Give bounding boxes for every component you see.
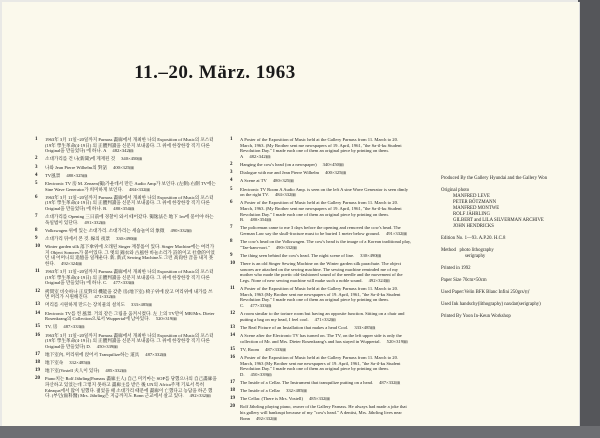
- paper-size: Paper Size 70cm×50cm: [441, 278, 487, 283]
- caption-number: 4: [35, 172, 38, 178]
- caption-size: 491×332㎜: [385, 230, 407, 236]
- photographer: MANFRED LEVE: [453, 194, 490, 199]
- caption-item: [230, 178, 412, 184]
- caption-number: 3: [35, 164, 38, 170]
- caption-size: 400×325㎜: [325, 170, 347, 176]
- caption-text: A Scene after the Electronic TV has turned on. The TV, on the left upper side is only the collection of Mr. and Mrs. Dieter Rosenkrang's and has stayed in Wuppertal. 520×319㎜: [240, 332, 408, 344]
- caption-number: 10: [35, 244, 40, 250]
- caption-text: 1963年 3月 11일~20일까지 Parnass 畵廊에서 개최한 나의 Exposition of Music의 포스터 (19年 學生革命(4·19日) 의 正體判讀을 신문지 보내줌다. 그 위에 한장한장 직기 다른 Original을 만들었다) 에 하나. A 482×342㎜: [45, 137, 214, 154]
- credits: [441, 176, 581, 326]
- caption-item: [230, 286, 412, 308]
- caption-text: 1963年 3月 11일~20일까지 Parnass 畵廊에서 개최한 나의 Exposition of Music의 포스터 (19年 學生革命(4·19日) 의 正體判讀을 신문지 보내줌다. 그 위에 한장한장 직기 다른 Original을 만들었다) D. 450×339㎜: [45, 332, 214, 349]
- caption-size: 485×332㎜: [308, 396, 330, 402]
- caption-size: 480×325㎜: [66, 172, 88, 178]
- caption-number: 16: [35, 332, 40, 338]
- caption-size: 492×332㎜: [189, 393, 211, 399]
- caption-text: 拷問室 비슷하나 正反對의 機能을 갖춘 房(地下室) 椅子위에 앉고 머리위에 내가를 쓰면 머리가 시원해진다. 471×332㎜: [45, 288, 213, 300]
- used-ink: Used Ink handschy(lithography) naxdar(serigraphy): [441, 302, 541, 307]
- caption-item: [230, 325, 412, 331]
- caption-number: 14: [35, 310, 40, 316]
- photographer: MANFRED MONTWE: [453, 206, 500, 211]
- caption-text: 머리를 시원하게 만드는 장치물의 설치도 333×485㎜: [45, 302, 153, 308]
- photographer-list: [441, 194, 581, 230]
- caption-size: 492×324㎜: [61, 261, 82, 267]
- caption-size: 332×485㎜: [69, 360, 91, 366]
- caption-number: 16: [230, 354, 235, 360]
- caption-text: The thing seen behind the cow's head. The night scene of line. 330×490㎜: [240, 252, 382, 258]
- caption-text: Hanging the cow's head (on a newspaper) 340×450㎜: [240, 161, 344, 167]
- caption-text: There is an old Singer Sewing Machine on the Winter garden silk parachute. The object sonores are attached on the sewing machine. The sewing machine reminded me of my mother who made the poetic old-fashioned sound of the needle and the movement of the Legs. None of new sewing machine will make such a noble sound. 492×324㎜: [240, 261, 403, 283]
- caption-size: 330×490㎜: [360, 252, 382, 258]
- caption-item: [35, 156, 217, 162]
- caption-number: 17: [35, 351, 40, 357]
- caption-item: [35, 181, 217, 192]
- caption-number: 6: [35, 194, 38, 200]
- caption-text: The Cellar. (There is Mrs. Vostell) 485×332㎜: [240, 396, 330, 402]
- caption-size: 490×332㎜: [275, 244, 297, 250]
- caption-item: [35, 311, 217, 322]
- caption-item: [35, 289, 217, 300]
- caption-item: [230, 239, 412, 250]
- caption-item: [230, 200, 412, 222]
- caption-size: 333×485㎜: [354, 324, 376, 330]
- caption-number: 7: [35, 214, 38, 220]
- caption-text: The cow's head on the Volkswagen. The cow's head is the image of a Korean traditional play, "Tae-kam-nori." 490×332㎜: [240, 239, 412, 250]
- caption-text: The policeman came to me 3 days before the opening and removed the cow's head. The German Law say the skull-fracture must to be buried 1 meter below ground. 491×332㎜: [240, 225, 407, 236]
- caption-size: 333×485㎜: [131, 302, 153, 308]
- caption-number: 14: [230, 332, 235, 338]
- caption-number: 3: [230, 170, 233, 176]
- caption-size: 492×324㎜: [368, 277, 390, 283]
- caption-number: 8: [35, 227, 38, 233]
- caption-number: 20: [230, 404, 235, 410]
- caption-number: 1: [230, 137, 233, 142]
- caption-item: [35, 214, 217, 225]
- caption-size: 484×332㎜: [274, 192, 296, 198]
- background-bottom: [0, 426, 600, 438]
- caption-text: Dialogue with me and Jean Pierre Wilhelm 400×325㎜: [240, 170, 347, 176]
- caption-text: Rolf Jährling playing piano, owner of the Gallery Parnass. He always had made a joke that his gallery will bankrupt because of my "cow's head." A dentist, Mrs. Jährling lives near Bonn 492×332㎜: [240, 404, 407, 421]
- caption-item: [230, 187, 412, 198]
- caption-number: 12: [230, 310, 235, 316]
- caption-number: 5: [35, 180, 38, 186]
- caption-item: [230, 311, 412, 322]
- caption-size: 340×450㎜: [322, 161, 344, 167]
- caption-number: 9: [35, 236, 38, 242]
- caption-item: [35, 368, 217, 374]
- caption-item: [35, 137, 217, 154]
- caption-number: 13: [230, 324, 235, 330]
- background-shadow: [578, 0, 600, 438]
- caption-number: 13: [35, 302, 40, 308]
- caption-text: A Poster of the Exposition of Music held at the Gallery Parnass from 11. March to 20. March, 1963. (My Brother sent me newspapers of 19. April, 1961, "the Sa-il-ku Student Revolution Day." I made each one of them an original piece by printing on them. B. 480×354㎜: [240, 200, 402, 223]
- caption-item: [230, 162, 412, 168]
- caption-size: 492×332㎜: [255, 415, 277, 421]
- caption-number: 7: [230, 225, 233, 231]
- caption-item: [35, 244, 217, 266]
- caption-number: 15: [230, 346, 235, 352]
- caption-text: A Poster of the Exposition of Music held at the Gallery Parnass from 11. March to 20. March, 1963 (My Brother sent me newspapers of 19. April, 1961, "the Sa-il-ku Student Revolution Day." I made each one of them an original piece by printing on them. C. 477×333㎜: [240, 286, 401, 308]
- caption-text: 소대가리 뒤에서 본 것. 線의 夜景 330×490㎜: [45, 236, 138, 242]
- produced-by: Produced By the Gallery Hyundai and the Gallery Won: [441, 176, 548, 181]
- caption-text: A Scene at TV 480×325㎜: [240, 178, 294, 184]
- caption-item: [230, 355, 412, 377]
- caption-text: TV, 房 487×333㎜: [45, 324, 85, 330]
- caption-number: 2: [230, 161, 233, 167]
- caption-size: 520×319㎜: [155, 316, 177, 322]
- page-title: 11.–20. März. 1963: [134, 62, 296, 83]
- photographer: PETER BÖTZMANN: [453, 200, 497, 205]
- caption-text: 1963年 3月 11일~20일까지 Parnass 畵廊에서 개최한 나의 Exposition of Music의 포스터 (19年 學生革命(4·19日) 의 正體判讀을 신문지 보내줌다. 그 위에 한장한장 직기 다른 Original을 만들었다) 에 하나. B. 480×354㎜: [45, 194, 214, 211]
- caption-number: 11: [230, 286, 235, 291]
- caption-number: 9: [230, 252, 233, 258]
- caption-size: 400×325㎜: [113, 164, 135, 170]
- caption-item: [230, 404, 412, 421]
- caption-text: TV風景 480×325㎜: [45, 172, 88, 178]
- caption-size: 487×333㎜: [265, 346, 287, 352]
- caption-number: 18: [35, 360, 40, 366]
- caption-number: 1: [35, 137, 38, 142]
- caption-text: The Inside of a Cellar. The Instrument that tranquilize putting on a head. 487×332㎜: [240, 379, 401, 385]
- caption-size: 332×485㎜: [286, 388, 308, 394]
- caption-text: 地下室(Vostell 夫人이 있다) 485×332㎜: [45, 368, 127, 374]
- caption-number: 15: [35, 324, 40, 330]
- photographer: ROLF JÄHRLING: [453, 212, 490, 217]
- caption-text: 地下室속 332×485㎜: [45, 360, 91, 366]
- caption-text: Electronic TV Room A Audio Amp. is seen on the left A sine Wave Generator is seen dimly on the right TV. 484×332㎜: [240, 186, 409, 198]
- caption-size: 471×332㎜: [314, 316, 336, 322]
- caption-text: The Real Picture of an Installation that makes a head Cool. 333×485㎜: [240, 324, 376, 330]
- caption-text: 나와 Jean Pierre Wilhelm의 對話 400×325㎜: [45, 164, 135, 170]
- caption-size: 450×339㎜: [96, 343, 118, 349]
- caption-text: TV, Room 487×333㎜: [240, 346, 287, 352]
- caption-size: 491×332㎜: [84, 219, 106, 225]
- caption-text: 소대가리를 건 나(新聞)에 게재된 것 340×450㎜: [45, 156, 143, 162]
- caption-size: 480×354㎜: [250, 217, 272, 223]
- caption-item: [35, 228, 217, 234]
- caption-size: 330×490㎜: [116, 236, 138, 242]
- caption-size: 487×332㎜: [379, 379, 401, 385]
- caption-size: 477×333㎜: [113, 280, 135, 286]
- caption-text: Piano치는 Rolf Jährling(Parnass 畵廊主人) 自己 미키마는 SOP를 당했으나의 自己畵廊을 파산하고 있었는데 그렇지 못하고 畵廊主를 받은 後 UN의 Africa주재 기로서 특히 Edeaqus에서 많이 일했다. 젊었을 때 소대가리 때문에 畵廊이 亡했다고 농담을 하곤 했다. (부인(齒科醫) Mrs. Jährling은 지금까지도 Bonn 근교에서 살고 있다. 492×332㎜: [45, 376, 217, 399]
- caption-item: [230, 333, 412, 344]
- caption-size: 485×332㎜: [105, 368, 127, 374]
- caption-item: [35, 236, 217, 242]
- caption-size: 490×332㎜: [170, 227, 192, 233]
- caption-number: 19: [230, 396, 235, 402]
- caption-number: 11: [35, 269, 40, 275]
- caption-item: [230, 261, 412, 283]
- caption-text: A room similar to the torture room but having an opposite function. Sitting on a chair and putting a bag on my head, I feel cool. 471×332㎜: [240, 310, 405, 322]
- caption-number: 12: [35, 288, 40, 294]
- caption-text: 1963年 3月 11일~20일까지 Parnass 畵廊에서 개최한 나의 Exposition of Music의 포스터 (19年 學生革命(4·19日) 의 正體判讀을 신문지 보내줌다. 그 위에 한장한장 직기 다른 Original을 만들었다) 에 하나. C. 477×333㎜: [45, 269, 214, 286]
- caption-text: Electronic TV 房 M. Zenzen(獨)가운데서 만든 Audio Amp가 보인다. (左側) 右側 TV에는 Sine Wave Generator가 희미하게 보인다. 484×332㎜: [45, 180, 216, 192]
- caption-size: 340×450㎜: [121, 156, 143, 162]
- caption-number: 8: [230, 239, 233, 245]
- caption-item: [230, 225, 412, 236]
- caption-size: 520×319㎜: [386, 338, 408, 344]
- photo-label: Original photo: [441, 188, 470, 193]
- photographer: JOHN HENDRICKS: [453, 224, 494, 229]
- caption-size: 487×333㎜: [63, 324, 85, 330]
- korean-captions: [35, 137, 217, 401]
- caption-item: [35, 360, 217, 366]
- caption-item: [35, 173, 217, 179]
- caption-item: [230, 137, 412, 159]
- caption-item: [35, 302, 217, 308]
- caption-item: [230, 170, 412, 176]
- english-captions: [230, 137, 412, 424]
- used-paper: Used Paper:Velin BFK Blanc Infini 250grs/㎡: [441, 290, 530, 295]
- caption-text: A Poster of the Exposition of Music held at the Gallery Parnass from 11. March to 20. March, 1963 (My Brother sent me newspapers of 19. April, 1961, "the Sa-il-ku Student Revolution Day." I made each one of them an original piece by printing on them. D. 450×339㎜: [240, 354, 401, 377]
- caption-item: [35, 333, 217, 350]
- caption-size: 487×332㎜: [145, 351, 167, 357]
- caption-item: [230, 253, 412, 259]
- caption-number: 5: [230, 186, 233, 192]
- caption-size: 480×325㎜: [272, 178, 294, 184]
- printed-by: Printed By Yoon In-Keun Workshop: [441, 314, 511, 319]
- caption-number: 2: [35, 156, 38, 162]
- caption-item: [35, 165, 217, 171]
- caption-size: 484×332㎜: [129, 186, 151, 192]
- caption-item: [35, 324, 217, 330]
- caption-text: Electronic TV를 켠 風景. 거의 같은 그림을 움켜시켰다. 左 上의 TV만이 MR/Mrs. Dieter Rosenkrang의 Collection으로서 Wuppertal에 남아있다. 520×319㎜: [45, 310, 215, 322]
- caption-size: 480×354㎜: [113, 205, 135, 211]
- caption-item: [230, 380, 412, 386]
- caption-size: 471×332㎜: [94, 294, 116, 300]
- caption-size: 477×333㎜: [250, 302, 272, 308]
- caption-number: 6: [230, 200, 233, 206]
- caption-item: [35, 195, 217, 212]
- caption-number: 20: [35, 376, 40, 382]
- caption-size: 482×342㎜: [249, 153, 271, 159]
- printed-in: Printed in 1992: [441, 266, 471, 271]
- caption-item: [35, 269, 217, 286]
- photographer: GILBERT and LILA SILVERMAN ARCHIVE: [453, 218, 544, 223]
- caption-text: Winter garden silk 落下傘위에 오래된 Singer 재봉틀이 있다. Singer Machine에는 여러가지 Object Sonores가 붙어있다. 그 옛의 錦衣와 古風한 바늘소리가 詩的이고 社會的이었던 내 어머니의 追憶을 일깨운다. 新, 新式 Sewing Machine도 그런 高尙한 音을 내지 못한다. 492×324㎜: [45, 244, 215, 267]
- caption-text: The Inside of a Cellar 332×485㎜: [240, 388, 308, 394]
- caption-number: 17: [230, 379, 235, 385]
- caption-item: [230, 347, 412, 353]
- caption-text: Volkswagen 위에 있는 소대가리. 소대가리는 세습놀이의 象徵 490×332㎜: [45, 227, 192, 233]
- caption-item: [230, 396, 412, 402]
- caption-item: [230, 388, 412, 394]
- caption-text: 地下室內, 머리위에 얹어서 Tranquilize하는 道具 487×332㎜: [45, 351, 167, 357]
- caption-text: 소대가리를 Opening 三日前에 경찰이 와서 떼어갔다. 獨逸法은 地下 1m에 묻어야 하는 독일법이 있단다. 491×332㎜: [45, 214, 214, 225]
- caption-item: [35, 352, 217, 358]
- caption-number: 19: [35, 368, 40, 374]
- caption-number: 10: [230, 261, 235, 267]
- caption-size: 482×342㎜: [112, 148, 134, 154]
- method: Method photo lithography serigraphy: [441, 248, 494, 259]
- caption-number: 18: [230, 388, 235, 394]
- caption-number: 4: [230, 178, 233, 184]
- caption-item: [35, 376, 217, 398]
- edition: Edition No. 1—93. A.P.20. H.C.8: [441, 236, 506, 241]
- caption-size: 450×339㎜: [250, 371, 272, 377]
- caption-text: A Poster of the Exposition of Music held at the Gallery Parnass from 11. March to 20. March, 1963. (My Brother sent me newspapers of 19. April, 1961, "the Sa-il-ku Student Revolution Day." I made each one of them an original piece by printing on them. A 482×342㎜: [240, 137, 402, 159]
